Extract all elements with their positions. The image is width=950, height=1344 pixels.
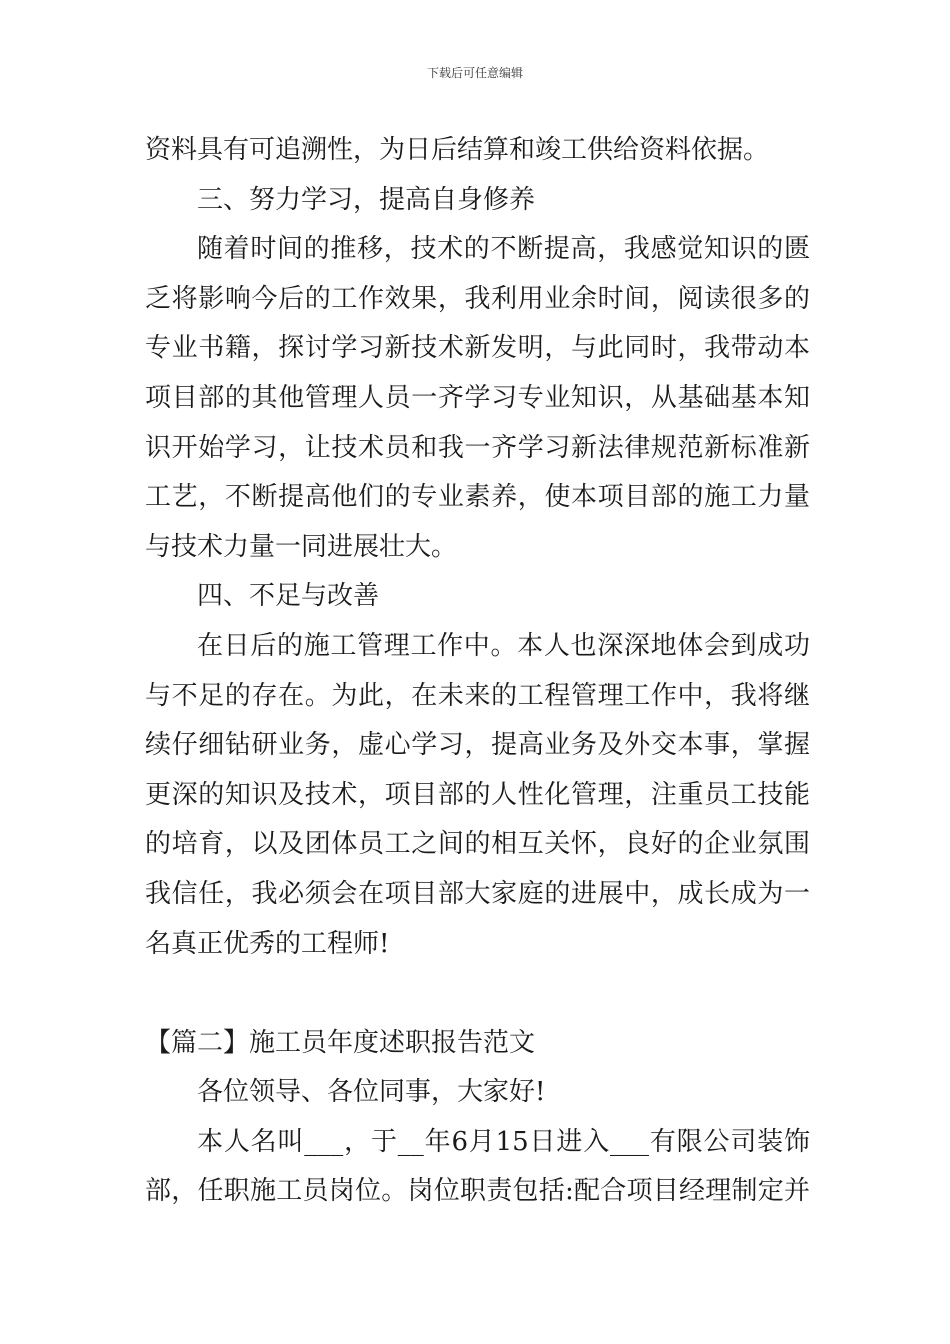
text-line: 四、不足与改善 <box>197 581 380 612</box>
text-line: 随着时间的推移，技术的不断提高，我感觉知识的匮 <box>197 234 810 265</box>
text-line: 与技术力量一同进展壮大。 <box>145 531 458 562</box>
text-line: 识开始学习，让技术员和我一齐学习新法律规范新标准新 <box>145 432 810 463</box>
text-line: 专业书籍，探讨学习新技术新发明，与此同时，我带动本 <box>145 333 810 364</box>
text-line: 三、努力学习，提高自身修养 <box>197 184 536 215</box>
text-line: 与不足的存在。为此，在未来的工程管理工作中，我将继 <box>145 680 810 711</box>
text-line: 项目部的其他管理人员一齐学习专业知识，从基础基本知 <box>145 382 810 413</box>
text-line: 乏将影响今后的工作效果，我利用业余时间，阅读很多的 <box>145 283 810 314</box>
text-line: 【篇二】施工员年度述职报告范文 <box>145 1027 536 1058</box>
text-line: 资料具有可追溯性，为日后结算和竣工供给资料依据。 <box>145 135 770 165</box>
page-header-note: 下载后可任意编辑 <box>426 66 523 80</box>
text-line: 续仔细钻研业务，虚心学习，提高业务及外交本事，掌握 <box>145 730 810 761</box>
text-line: 更深的知识及技术，项目部的人性化管理，注重员工技能 <box>145 779 810 810</box>
text-line: 我信任，我必须会在项目部大家庭的进展中，成长成为一 <box>145 878 810 909</box>
blank-line <box>145 969 810 1019</box>
text-line: 的培育，以及团体员工之间的相互关怀，良好的企业氛围 <box>145 829 810 860</box>
document-body <box>145 126 810 1217</box>
text-line: 部，任职施工员岗位。岗位职责包括:配合项目经理制定并 <box>145 1176 810 1207</box>
text-line: 各位领导、各位同事，大家好! <box>197 1077 546 1108</box>
text-line: 在日后的施工管理工作中。本人也深深地体会到成功 <box>197 630 810 661</box>
text-line: 工艺，不断提高他们的专业素养，使本项目部的施工力量 <box>145 482 810 513</box>
text-line: 名真正优秀的工程师! <box>145 928 390 959</box>
text-line: 本人名叫___，于__年6月15日进入___有限公司装饰 <box>197 1126 810 1157</box>
